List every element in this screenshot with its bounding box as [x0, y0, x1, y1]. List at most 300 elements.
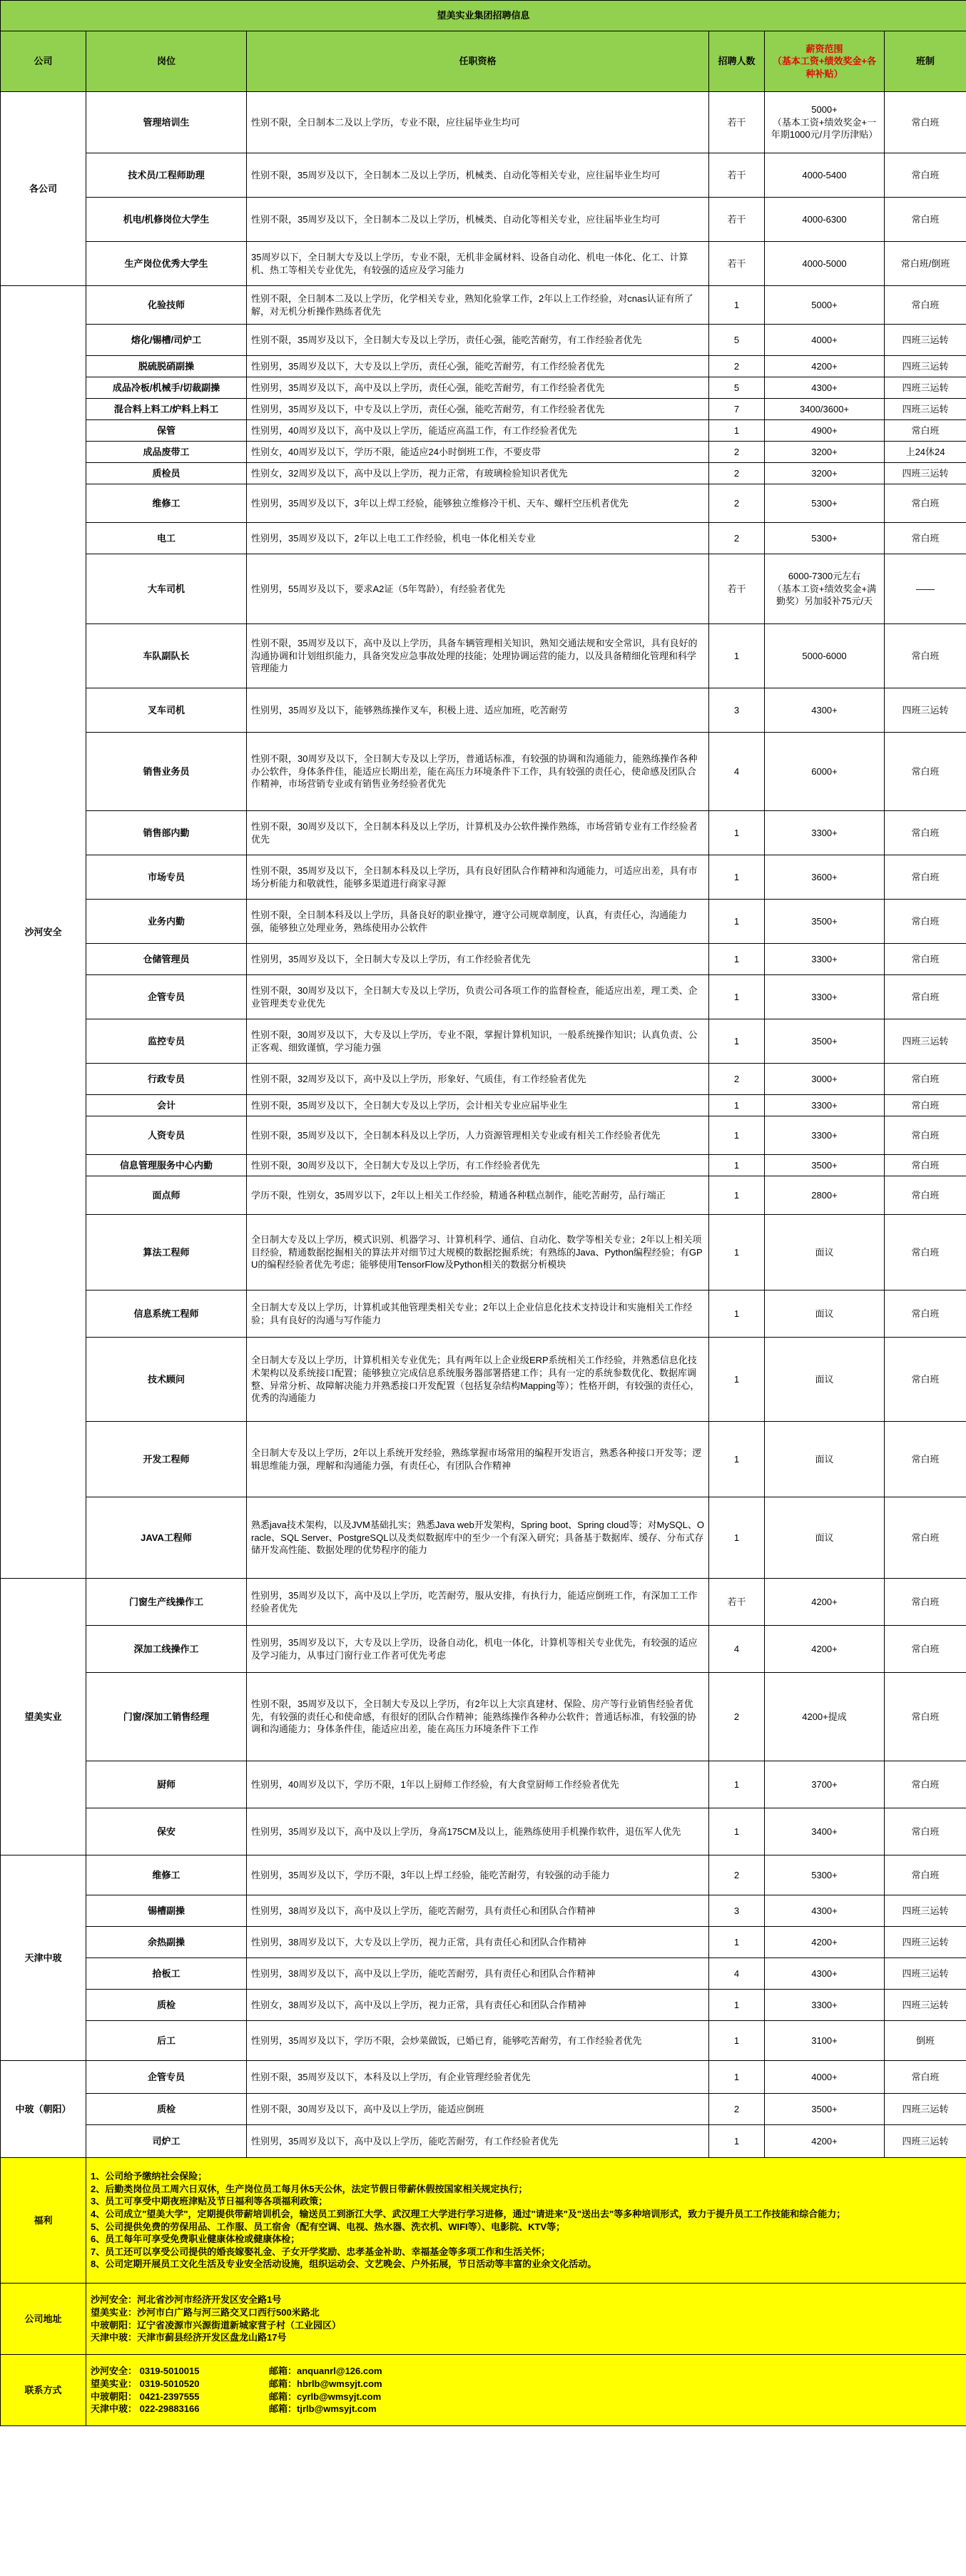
address-label: 公司地址	[1, 2284, 86, 2355]
company-cell: 天津中玻	[1, 1855, 86, 2061]
shift-cell: 四班三运转	[885, 1990, 966, 2021]
header-salary: 薪资范围 （基本工资+绩效奖金+各种补贴）	[765, 31, 885, 92]
job-row	[1, 944, 966, 975]
benefits-row	[1, 2158, 966, 2284]
requirements-cell: 性别不限，30周岁及以下，全日制大专及以上学历，负责公司各项工作的监督检查，能适应出差，理工类、企业管理类专业优先	[247, 975, 709, 1019]
shift-cell: 常白班	[885, 1808, 966, 1855]
count-cell: 1	[709, 1990, 765, 2021]
requirements-cell: 性别男，35周岁及以下，学历不限，会炒菜做饭，已婚已育，能够吃苦耐劳，有工作经验者优先	[247, 2021, 709, 2061]
shift-cell: 常白班	[885, 523, 966, 554]
job-row	[1, 1215, 966, 1290]
salary-cell: 面议	[765, 1215, 885, 1290]
header-company: 公司	[1, 31, 86, 92]
position-cell: 质检	[86, 1990, 247, 2021]
job-row	[1, 855, 966, 900]
company-cell: 望美实业	[1, 1579, 86, 1855]
requirements-cell: 性别男，40周岁及以下，学历不限，1年以上厨师工作经验，有大食堂厨师工作经验者优先	[247, 1761, 709, 1808]
salary-cell: 面议	[765, 1497, 885, 1579]
job-row	[1, 2094, 966, 2125]
count-cell: 3	[709, 688, 765, 733]
position-cell: 拾板工	[86, 1958, 247, 1990]
shift-cell: 常白班	[885, 733, 966, 811]
job-row	[1, 1808, 966, 1855]
requirements-cell: 性别不限，32周岁及以下，高中及以上学历，形象好、气质佳，有工作经验者优先	[247, 1064, 709, 1095]
count-cell: 若干	[709, 554, 765, 624]
job-row	[1, 624, 966, 688]
requirements-cell: 性别不限，30周岁及以下，全日制大专及以上学历，有工作经验者优先	[247, 1155, 709, 1176]
salary-cell: 3500+	[765, 2094, 885, 2125]
count-cell: 1	[709, 624, 765, 688]
salary-cell: 6000+	[765, 733, 885, 811]
job-row	[1, 1673, 966, 1761]
count-cell: 2	[709, 523, 765, 554]
header-count: 招聘人数	[709, 31, 765, 92]
position-cell: 质检员	[86, 463, 247, 484]
count-cell: 若干	[709, 1579, 765, 1626]
job-row	[1, 2061, 966, 2094]
position-cell: 门窗/深加工销售经理	[86, 1673, 247, 1761]
job-row	[1, 1176, 966, 1215]
job-row	[1, 1497, 966, 1579]
requirements-cell: 性别不限，35周岁及以下，本科及以上学历，有企业管理经验者优先	[247, 2061, 709, 2094]
position-cell: 企管专员	[86, 975, 247, 1019]
count-cell: 若干	[709, 242, 765, 286]
job-row	[1, 733, 966, 811]
header-row	[1, 31, 966, 92]
salary-cell: 3200+	[765, 463, 885, 484]
job-row	[1, 399, 966, 420]
requirements-cell: 性别不限，35周岁及以下，全日制大专及以上学历，有2年以上大宗真建材、保险、房产等行业销售经验者优先，有较强的责任心和使命感，有很好的团队合作精神；能熟练操作各种办公软件；普通话标准，有较强的协调和沟通能力；身体条件佳，能适应出差，能在高压力环境条件下工作	[247, 1673, 709, 1761]
company-cell: 中玻（朝阳）	[1, 2061, 86, 2158]
shift-cell: 上24休24	[885, 442, 966, 463]
shift-cell: 四班三运转	[885, 1895, 966, 1927]
count-cell: 1	[709, 900, 765, 944]
address-item: 天津中玻：天津市蓟县经济开发区盘龙山路17号	[91, 2332, 287, 2343]
contact-item	[91, 2403, 962, 2415]
position-cell: 车队副队长	[86, 624, 247, 688]
salary-cell: 4000-6300	[765, 198, 885, 242]
requirements-cell: 性别男，38周岁及以下，高中及以上学历，能吃苦耐劳，具有责任心和团队合作精神	[247, 1895, 709, 1927]
count-cell: 1	[709, 1116, 765, 1155]
requirements-cell: 性别男，55周岁及以下，要求A2证（5年驾龄），有经验者优先	[247, 554, 709, 624]
requirements-cell: 性别男，35周岁及以下，全日制大专及以上学历，有工作经验者优先	[247, 944, 709, 975]
requirements-cell: 性别男，35周岁及以下，高中及以上学历，身高175CM及以上，能熟练使用手机操作软件，退伍军人优先	[247, 1808, 709, 1855]
shift-cell: 常白班	[885, 1290, 966, 1338]
shift-cell: 四班三运转	[885, 1019, 966, 1064]
requirements-cell: 性别男，35周岁及以下，2年以上电工工作经验，机电一体化相关专业	[247, 523, 709, 554]
salary-cell: 4000+	[765, 325, 885, 356]
requirements-cell: 性别男，35周岁及以下，大专及以上学历，设备自动化，机电一体化，计算机等相关专业优先，有较强的适应及学习能力，从事过门窗行业工作者可优先考虑	[247, 1626, 709, 1673]
position-cell: 熔化/锡槽/司炉工	[86, 325, 247, 356]
job-row	[1, 1990, 966, 2021]
count-cell: 1	[709, 1019, 765, 1064]
salary-cell: 3500+	[765, 900, 885, 944]
shift-cell: 四班三运转	[885, 2125, 966, 2158]
job-row	[1, 1338, 966, 1422]
company-cell: 沙河安全	[1, 286, 86, 1579]
position-cell: 企管专员	[86, 2061, 247, 2094]
count-cell: 1	[709, 1497, 765, 1579]
count-cell: 4	[709, 1958, 765, 1990]
job-row	[1, 92, 966, 153]
salary-cell: 4300+	[765, 1958, 885, 1990]
salary-cell: 3400/3600+	[765, 399, 885, 420]
job-row	[1, 286, 966, 325]
count-cell: 1	[709, 2061, 765, 2094]
position-cell: 监控专员	[86, 1019, 247, 1064]
shift-cell: 倒班	[885, 2021, 966, 2061]
count-cell: 2	[709, 442, 765, 463]
salary-cell: 4200+	[765, 1626, 885, 1673]
benefit-item: 2、后勤类岗位员工周六日双休，生产岗位员工每月休5天公休，法定节假日带薪休假按国家相关规定执行；	[91, 2183, 528, 2194]
position-cell: 保管	[86, 420, 247, 442]
count-cell: 若干	[709, 92, 765, 153]
salary-cell: 4200+提成	[765, 1673, 885, 1761]
salary-cell: 面议	[765, 1338, 885, 1422]
salary-cell: 3700+	[765, 1761, 885, 1808]
shift-cell: 常白班	[885, 1855, 966, 1895]
shift-cell: 常白班	[885, 153, 966, 198]
salary-cell: 3000+	[765, 1064, 885, 1095]
shift-cell: 常白班	[885, 811, 966, 855]
contact-phone: 中玻朝阳： 0421-2397555	[91, 2391, 200, 2402]
requirements-cell: 性别不限，35周岁及以下，全日制大专及以上学历，会计相关专业应届毕业生	[247, 1095, 709, 1116]
position-cell: 电工	[86, 523, 247, 554]
count-cell: 1	[709, 1422, 765, 1497]
count-cell: 5	[709, 377, 765, 399]
salary-cell: 4300+	[765, 688, 885, 733]
salary-cell: 3100+	[765, 2021, 885, 2061]
requirements-cell: 35周岁以下，全日制大专及以上学历，专业不限，无机非金属材料、设备自动化、机电一体化、化工、计算机、热工等相关专业优先，有较强的适应及学习能力	[247, 242, 709, 286]
position-cell: 生产岗位优秀大学生	[86, 242, 247, 286]
count-cell: 1	[709, 1176, 765, 1215]
job-row	[1, 356, 966, 377]
job-row	[1, 1290, 966, 1338]
position-cell: 大车司机	[86, 554, 247, 624]
salary-cell: 面议	[765, 1422, 885, 1497]
position-cell: 余热副操	[86, 1927, 247, 1958]
job-row	[1, 153, 966, 198]
requirements-cell: 性别男，35周岁及以下，学历不限，3年以上焊工经验，能吃苦耐劳，有较强的动手能力	[247, 1855, 709, 1895]
requirements-cell: 性别男，35周岁及以下，能够熟练操作叉车，积极上进、适应加班，吃苦耐劳	[247, 688, 709, 733]
count-cell: 1	[709, 1095, 765, 1116]
shift-cell: 四班三运转	[885, 1927, 966, 1958]
requirements-cell: 性别不限，30周岁及以下，大专及以上学历，专业不限，掌握计算机知识，一般系统操作知识；认真负责、公正客观、细致谨慎，学习能力强	[247, 1019, 709, 1064]
shift-cell: 常白班	[885, 1116, 966, 1155]
job-row	[1, 463, 966, 484]
count-cell: 4	[709, 733, 765, 811]
position-cell: 成品冷板/机械手/切裁副操	[86, 377, 247, 399]
shift-cell: 四班三运转	[885, 377, 966, 399]
position-cell: 深加工线操作工	[86, 1626, 247, 1673]
count-cell: 4	[709, 1626, 765, 1673]
job-row	[1, 1422, 966, 1497]
position-cell: 脱硫脱硝副操	[86, 356, 247, 377]
job-row	[1, 1895, 966, 1927]
position-cell: 司炉工	[86, 2125, 247, 2158]
job-row	[1, 688, 966, 733]
requirements-cell: 全日制大专及以上学历，计算机相关专业优先；具有两年以上企业级ERP系统相关工作经验，并熟悉信息化技术架构以及系统接口配置；能够独立完成信息系统服务器部署搭建工作；具有一定的系统参数优化、数据库调整、异常分析、故障解决能力并熟悉接口开发配置（包括复杂结构Mapping等）；性格开朗，有较强的责任心，优秀的沟通能力	[247, 1338, 709, 1422]
shift-cell: 常白班/倒班	[885, 242, 966, 286]
position-cell: 行政专员	[86, 1064, 247, 1095]
position-cell: 后工	[86, 2021, 247, 2061]
requirements-cell: 性别女，32周岁及以下，高中及以上学历，视力正常，有玻璃检验知识者优先	[247, 463, 709, 484]
shift-cell: 常白班	[885, 1497, 966, 1579]
contact-email[interactable]: 邮箱：hbrlb@wmsyjt.com	[269, 2378, 382, 2389]
job-row	[1, 1958, 966, 1990]
shift-cell: 四班三运转	[885, 688, 966, 733]
position-cell: 机电/机修岗位大学生	[86, 198, 247, 242]
count-cell: 2	[709, 356, 765, 377]
position-cell: 市场专员	[86, 855, 247, 900]
count-cell: 2	[709, 2094, 765, 2125]
requirements-cell: 性别男，35周岁及以下，高中及以上学历，吃苦耐劳，服从安排，有执行力，能适应倒班工作，有深加工工作经验者优先	[247, 1579, 709, 1626]
position-cell: 厨师	[86, 1761, 247, 1808]
shift-cell: 常白班	[885, 1064, 966, 1095]
shift-cell: 常白班	[885, 1095, 966, 1116]
count-cell: 1	[709, 975, 765, 1019]
contact-phone: 天津中玻： 022-29883166	[91, 2403, 200, 2415]
position-cell: 人资专员	[86, 1116, 247, 1155]
shift-cell: 常白班	[885, 1422, 966, 1497]
requirements-cell: 性别不限，全日制本科及以上学历，具备良好的职业操守，遵守公司规章制度，认真，有责任心，沟通能力强，能够独立处理业务，熟练使用办公软件	[247, 900, 709, 944]
shift-cell: 四班三运转	[885, 356, 966, 377]
shift-cell: 常白班	[885, 484, 966, 523]
position-cell: 质检	[86, 2094, 247, 2125]
salary-cell: 5000-6000	[765, 624, 885, 688]
count-cell: 1	[709, 944, 765, 975]
position-cell: 成品废带工	[86, 442, 247, 463]
job-row	[1, 523, 966, 554]
job-row	[1, 2021, 966, 2061]
requirements-cell: 学历不限，性别女，35周岁以下，2年以上相关工作经验，精通各种糕点制作，能吃苦耐劳，品行端正	[247, 1176, 709, 1215]
shift-cell: 常白班	[885, 1626, 966, 1673]
count-cell: 5	[709, 325, 765, 356]
header-position: 岗位	[86, 31, 247, 92]
position-cell: 会计	[86, 1095, 247, 1116]
requirements-cell: 性别不限，35周岁及以下，全日制本二及以上学历，机械类、自动化等相关专业，应往届毕业生均可	[247, 198, 709, 242]
count-cell: 1	[709, 1927, 765, 1958]
shift-cell: 四班三运转	[885, 399, 966, 420]
salary-cell: 4200+	[765, 356, 885, 377]
count-cell: 若干	[709, 198, 765, 242]
job-row	[1, 1626, 966, 1673]
requirements-cell: 性别不限，全日制本二及以上学历，专业不限，应往届毕业生均可	[247, 92, 709, 153]
job-row	[1, 325, 966, 356]
salary-cell: 4300+	[765, 377, 885, 399]
requirements-cell: 性别男，35周岁及以下，大专及以上学历，责任心强，能吃苦耐劳，有工作经验者优先	[247, 356, 709, 377]
requirements-cell: 性别男，35周岁及以下，中专及以上学历，责任心强，能吃苦耐劳，有工作经验者优先	[247, 399, 709, 420]
salary-cell: 4000-5400	[765, 153, 885, 198]
requirements-cell: 性别女，40周岁及以下，学历不限，能适应24小时倒班工作，不要皮带	[247, 442, 709, 463]
job-row	[1, 1064, 966, 1095]
address-row	[1, 2284, 966, 2355]
count-cell: 1	[709, 2125, 765, 2158]
benefit-item: 7、员工还可以享受公司提供的婚丧嫁娶礼金、子女开学奖励、忠孝基金补助、幸福基金等多项工作和生活关怀；	[91, 2246, 551, 2257]
count-cell: 3	[709, 1895, 765, 1927]
salary-cell: 4000+	[765, 2061, 885, 2094]
contact-email[interactable]: 邮箱：tjrlb@wmsyjt.com	[269, 2403, 377, 2415]
salary-cell: 6000-7300元左右 （基本工资+绩效奖金+满勤奖）另加驳补75元/天	[765, 554, 885, 624]
salary-cell: 3300+	[765, 1990, 885, 2021]
job-row	[1, 2125, 966, 2158]
count-cell: 1	[709, 420, 765, 442]
benefit-item: 6、员工每年可享受免费职业健康体检或健康体检；	[91, 2234, 300, 2245]
page-title: 望美实业集团招聘信息	[1, 1, 966, 31]
salary-cell: 4200+	[765, 2125, 885, 2158]
shift-cell: 四班三运转	[885, 463, 966, 484]
contact-phone: 沙河安全： 0319-5010015	[91, 2366, 200, 2377]
job-row	[1, 420, 966, 442]
salary-cell: 3300+	[765, 1116, 885, 1155]
salary-cell: 5000+ （基本工资+绩效奖金+一年期1000元/月学历津贴）	[765, 92, 885, 153]
position-cell: 保安	[86, 1808, 247, 1855]
header-requirements: 任职资格	[247, 31, 709, 92]
count-cell: 1	[709, 855, 765, 900]
job-row	[1, 1855, 966, 1895]
requirements-cell: 性别不限，30周岁及以下，全日制大专及以上学历，普通话标准，有较强的协调和沟通能力，能熟练操作各种办公软件，身体条件佳，能适应长期出差，能在高压力环境条件下工作，具有较强的责任心，使命感及团队合作精神，市场营销专业或有销售业务经验者优先	[247, 733, 709, 811]
benefits-label: 福利	[1, 2158, 86, 2284]
requirements-cell: 性别不限，35周岁及以下，全日制本科及以上学历，具有良好团队合作精神和沟通能力，可适应出差，具有市场分析能力和敬就性，能够多渠道进行商家寻源	[247, 855, 709, 900]
company-cell: 各公司	[1, 92, 86, 286]
requirements-cell: 全日制大专及以上学历，计算机或其他管理类相关专业；2年以上企业信息化技术支持设计和实施相关工作经验；具有良好的沟通与写作能力	[247, 1290, 709, 1338]
position-cell: 维修工	[86, 484, 247, 523]
contact-label: 联系方式	[1, 2355, 86, 2426]
shift-cell: 常白班	[885, 1338, 966, 1422]
salary-cell: 4200+	[765, 1927, 885, 1958]
contact-item	[91, 2378, 962, 2391]
requirements-cell: 性别不限，35周岁及以下，全日制本科及以上学历，人力资源管理相关专业或有相关工作经验者优先	[247, 1116, 709, 1155]
shift-cell: 四班三运转	[885, 2094, 966, 2125]
contact-list	[86, 2355, 966, 2426]
count-cell: 1	[709, 286, 765, 325]
contact-item	[91, 2391, 962, 2403]
position-cell: 开发工程师	[86, 1422, 247, 1497]
position-cell: 面点师	[86, 1176, 247, 1215]
header-shift: 班制	[885, 31, 966, 92]
requirements-cell: 性别女，38周岁及以下，高中及以上学历，视力正常，具有责任心和团队合作精神	[247, 1990, 709, 2021]
address-item: 中玻朝阳：辽宁省凌源市兴源街道新城家营子村（工业园区）	[91, 2319, 342, 2331]
job-row	[1, 975, 966, 1019]
contact-email[interactable]: 邮箱：anquanrl@126.com	[269, 2366, 382, 2377]
benefit-item: 8、公司定期开展员工文化生活及专业安全活动设施，组织运动会、文艺晚会、户外拓展，节日活动等丰富的业余文化活动。	[91, 2259, 597, 2270]
salary-cell: 3600+	[765, 855, 885, 900]
shift-cell: 常白班	[885, 420, 966, 442]
salary-cell: 3500+	[765, 1019, 885, 1064]
job-row	[1, 484, 966, 523]
requirements-cell: 性别男，35周岁及以下，高中及以上学历，责任心强，能吃苦耐劳，有工作经验者优先	[247, 377, 709, 399]
position-cell: 锡槽副操	[86, 1895, 247, 1927]
count-cell: 1	[709, 1761, 765, 1808]
requirements-cell: 性别不限，35周岁及以下，高中及以上学历，具备车辆管理相关知识，熟知交通法规和安全常识，具有良好的沟通协调和计划组织能力，具备突发应急事故处理的技能；处理协调运营的能力，以及具备精细化管理和科学管理能力	[247, 624, 709, 688]
count-cell: 2	[709, 1855, 765, 1895]
position-cell: 技术顾问	[86, 1338, 247, 1422]
position-cell: 化验技师	[86, 286, 247, 325]
contact-phone: 望美实业： 0319-5010520	[91, 2378, 200, 2389]
salary-cell: 3300+	[765, 975, 885, 1019]
salary-cell: 3500+	[765, 1155, 885, 1176]
salary-cell: 面议	[765, 1290, 885, 1338]
count-cell: 1	[709, 1215, 765, 1290]
salary-cell: 5300+	[765, 1855, 885, 1895]
requirements-cell: 性别不限，全日制本二及以上学历，化学相关专业，熟知化验掌工作，2年以上工作经验，对cnas认证有所了解，对无机分析操作熟练者优先	[247, 286, 709, 325]
address-list	[86, 2284, 966, 2355]
shift-cell: 常白班	[885, 975, 966, 1019]
salary-cell: 5000+	[765, 286, 885, 325]
count-cell: 若干	[709, 153, 765, 198]
count-cell: 2	[709, 1673, 765, 1761]
shift-cell: 常白班	[885, 1579, 966, 1626]
job-row	[1, 900, 966, 944]
position-cell: 维修工	[86, 1855, 247, 1895]
shift-cell: 常白班	[885, 92, 966, 153]
shift-cell: 常白班	[885, 1761, 966, 1808]
salary-cell: 4200+	[765, 1579, 885, 1626]
requirements-cell: 性别不限，35周岁及以下，全日制大专及以上学历，责任心强，能吃苦耐劳，有工作经验者优先	[247, 325, 709, 356]
address-item: 沙河安全：河北省沙河市经济开发区安全路1号	[91, 2294, 282, 2306]
job-row	[1, 1761, 966, 1808]
benefit-item: 5、公司提供免费的劳保用品、工作服、员工宿舍（配有空调、电视、热水器、洗衣机、WIFI等）、电影院、KTV等；	[91, 2221, 566, 2232]
requirements-cell: 全日制大专及以上学历，2年以上系统开发经验，熟练掌握市场常用的编程开发语言，熟悉各种接口开发等；逻辑思维能力强，理解和沟通能力强，有责任心，有团队合作精神	[247, 1422, 709, 1497]
shift-cell: 常白班	[885, 2061, 966, 2094]
address-item: 望美实业：沙河市白广路与河三路交叉口西行500米路北	[91, 2306, 320, 2318]
salary-cell: 3200+	[765, 442, 885, 463]
salary-cell: 5300+	[765, 484, 885, 523]
requirements-cell: 性别男，35周岁及以下，3年以上焊工经验，能够独立维修冷干机、天车、螺杆空压机者优先	[247, 484, 709, 523]
contact-row	[1, 2355, 966, 2426]
position-cell: 技术员/工程师助理	[86, 153, 247, 198]
requirements-cell: 性别男，40周岁及以下，高中及以上学历，能适应高温工作，有工作经验者优先	[247, 420, 709, 442]
position-cell: 门窗生产线操作工	[86, 1579, 247, 1626]
job-row	[1, 1579, 966, 1626]
position-cell: 销售业务员	[86, 733, 247, 811]
requirements-cell: 性别不限，30周岁及以下，高中及以上学历，能适应倒班	[247, 2094, 709, 2125]
position-cell: 算法工程师	[86, 1215, 247, 1290]
position-cell: 业务内勤	[86, 900, 247, 944]
position-cell: 信息系统工程师	[86, 1290, 247, 1338]
salary-cell: 4900+	[765, 420, 885, 442]
position-cell: 叉车司机	[86, 688, 247, 733]
job-row	[1, 1116, 966, 1155]
salary-cell: 3300+	[765, 944, 885, 975]
salary-cell: 5300+	[765, 523, 885, 554]
position-cell: 混合料上料工/炉料上料工	[86, 399, 247, 420]
salary-cell: 4300+	[765, 1895, 885, 1927]
count-cell: 2	[709, 1064, 765, 1095]
job-row	[1, 377, 966, 399]
shift-cell: 常白班	[885, 1215, 966, 1290]
shift-cell: 常白班	[885, 198, 966, 242]
position-cell: 管理培训生	[86, 92, 247, 153]
job-row	[1, 1155, 966, 1176]
position-cell: JAVA工程师	[86, 1497, 247, 1579]
count-cell: 1	[709, 1338, 765, 1422]
requirements-cell: 性别不限，30周岁及以下，全日制本科及以上学历，计算机及办公软件操作熟练，市场营销专业有工作经验者优先	[247, 811, 709, 855]
shift-cell: 四班三运转	[885, 325, 966, 356]
job-row	[1, 811, 966, 855]
salary-cell: 3400+	[765, 1808, 885, 1855]
requirements-cell: 性别男，38周岁及以下，大专及以上学历，视力正常，具有责任心和团队合作精神	[247, 1927, 709, 1958]
shift-cell: 常白班	[885, 1673, 966, 1761]
position-cell: 销售部内勤	[86, 811, 247, 855]
count-cell: 2	[709, 484, 765, 523]
contact-email[interactable]: 邮箱：cyrlb@wmsyjt.com	[269, 2391, 382, 2402]
benefit-item: 1、公司给予缴纳社会保险；	[91, 2171, 208, 2182]
shift-cell: 常白班	[885, 286, 966, 325]
requirements-cell: 性别男，35周岁及以下，高中及以上学历，能吃苦耐劳，有工作经验者优先	[247, 2125, 709, 2158]
position-cell: 信息管理服务中心内勤	[86, 1155, 247, 1176]
shift-cell: ——	[885, 554, 966, 624]
